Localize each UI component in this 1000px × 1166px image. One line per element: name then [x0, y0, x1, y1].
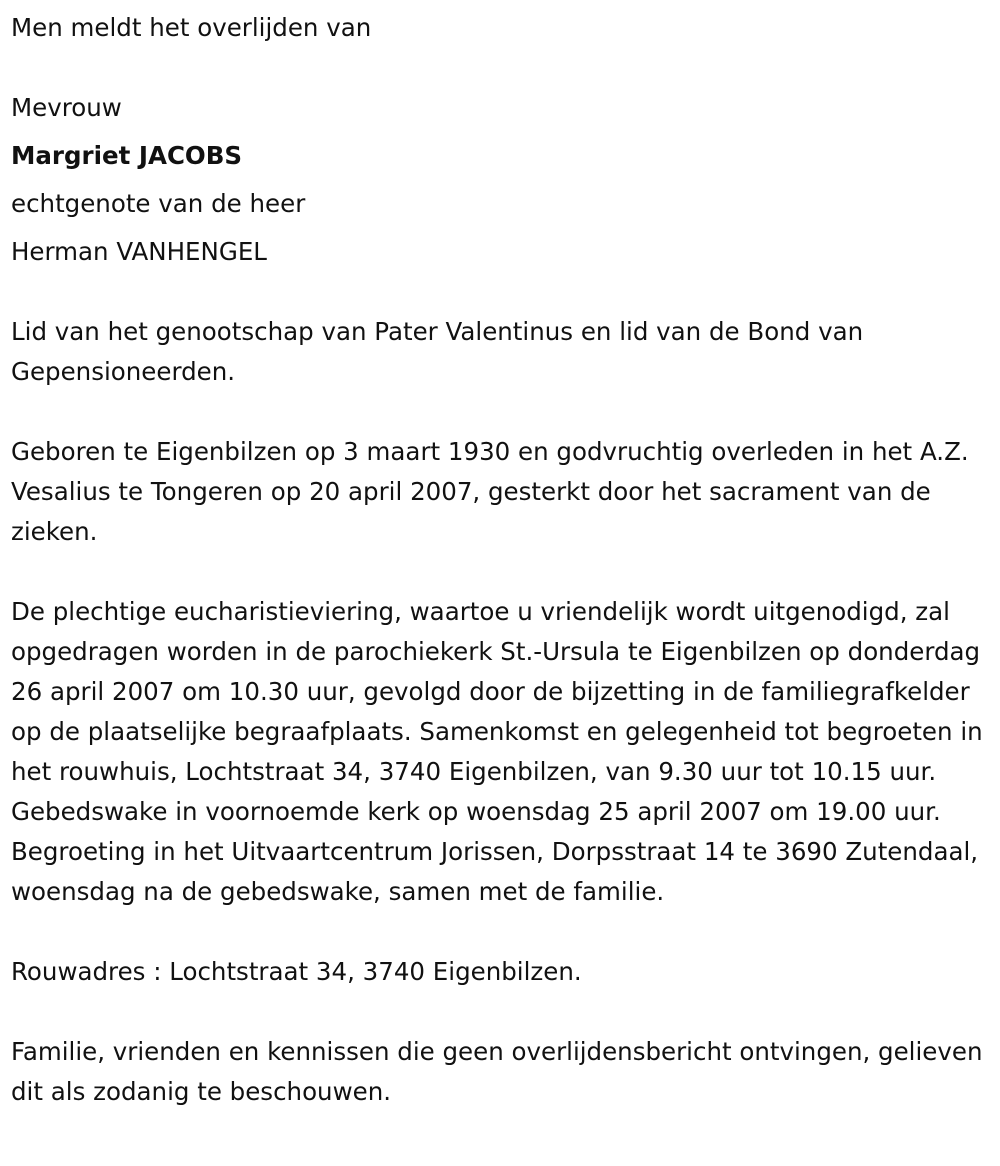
spacer: [11, 272, 988, 312]
salutation: Mevrouw: [11, 93, 122, 122]
spouse-name: Herman VANHENGEL: [11, 237, 267, 266]
spacer: [11, 912, 988, 952]
closing-paragraph: Familie, vrienden en kennissen die geen overlijdensbericht ontvingen, gelieven dit als zodanig te beschouwen.: [11, 1037, 983, 1106]
spacer: [11, 392, 988, 432]
spacer: [11, 48, 988, 88]
spacer: [11, 552, 988, 592]
relation-text: echtgenote van de heer: [11, 189, 306, 218]
deceased-name-text: Margriet JACOBS: [11, 141, 243, 170]
address-paragraph: Rouwadres : Lochtstraat 34, 3740 Eigenbilzen.: [11, 957, 582, 986]
ceremony-paragraph: De plechtige eucharistieviering, waartoe u vriendelijk wordt uitgenodigd, zal opgedragen worden in de parochiekerk St.-Ursula te Eigenbilzen op donderdag 26 april 2007 om 10.30 uur, gevolgd door de bijzetting in de familiegrafkelder op de plaatselijke begraafplaats. Samenkomst en gelegenheid tot begroeten in het rouwhuis, Lochtstraat 34, 3740 Eigenbilzen, van 9.30 uur tot 10.15 uur. Gebedswake in voornoemde kerk op woensdag 25 april 2007 om 19.00 uur. Begroeting in het Uitvaartcentrum Jorissen, Dorpsstraat 14 te 3690 Zutendaal, woensdag na de gebedswake, samen met de familie.: [11, 597, 983, 906]
birth-death-paragraph: Geboren te Eigenbilzen op 3 maart 1930 en godvruchtig overleden in het A.Z. Vesalius te Tongeren op 20 april 2007, gesterkt door het sacrament van de zieken.: [11, 437, 969, 546]
spacer: [11, 992, 988, 1032]
intro-text: Men meldt het overlijden van: [11, 13, 372, 42]
deceased-name: [11, 136, 988, 176]
membership-paragraph: Lid van het genootschap van Pater Valentinus en lid van de Bond van Gepensioneerden.: [11, 317, 864, 386]
